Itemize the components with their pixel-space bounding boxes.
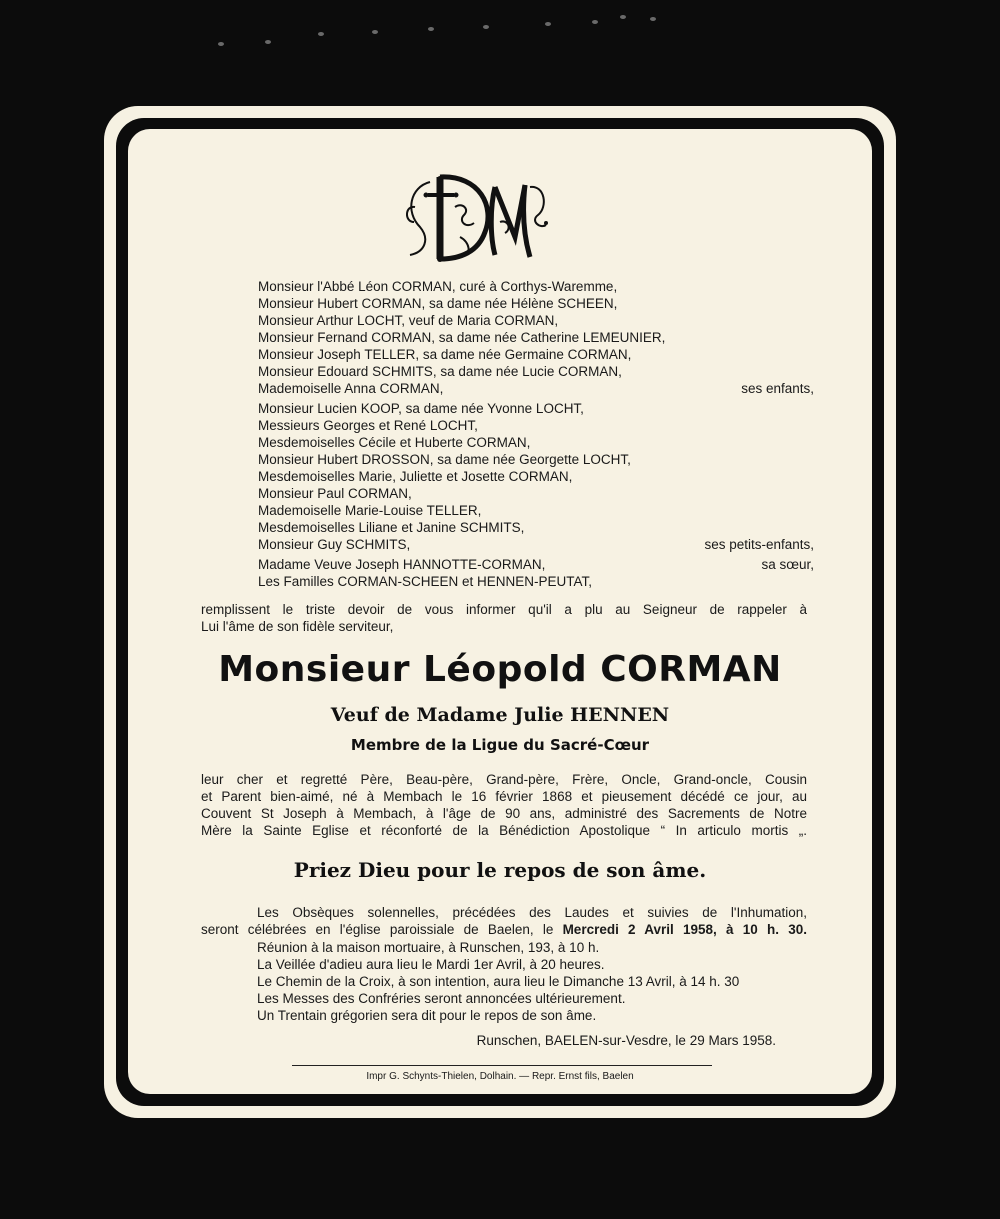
- funeral-date-text: Mercredi 2 Avril 1958, à 10 h. 30.: [562, 922, 807, 937]
- family-member-row: [258, 364, 814, 379]
- family-member-name: Madame Veuve Joseph HANNOTTE-CORMAN,: [258, 557, 546, 572]
- family-member-row: [258, 330, 814, 345]
- widower-line: Veuf de Madame Julie HENNEN: [330, 704, 670, 726]
- family-member-name: Monsieur Hubert CORMAN, sa dame née Hélène SCHEEN,: [258, 296, 618, 311]
- footer-divider: [292, 1065, 712, 1066]
- family-member-row: [258, 557, 814, 572]
- relationship-label: sa sœur,: [761, 557, 814, 572]
- family-member-name: Monsieur Joseph TELLER, sa dame née Germaine CORMAN,: [258, 347, 632, 362]
- funeral-line: Le Chemin de la Croix, à son intention, aura lieu le Dimanche 13 Avril, à 14 h. 30: [257, 974, 740, 989]
- place-and-date: Runschen, BAELEN-sur-Vesdre, le 29 Mars 1958.: [476, 1033, 776, 1048]
- announcement-intro: [201, 601, 807, 635]
- binding-hole: [483, 25, 489, 29]
- family-member-name: Mesdemoiselles Cécile et Huberte CORMAN,: [258, 435, 531, 450]
- bio-line: Mère la Sainte Eglise et réconforté de la Bénédiction Apostolique “ In articulo mortis „.: [201, 823, 807, 838]
- family-member-row: [258, 313, 814, 328]
- printer-credit: Impr G. Schynts-Thielen, Dolhain. — Repr. Ernst fils, Baelen: [366, 1071, 634, 1082]
- binding-hole: [650, 17, 656, 21]
- bio-line: Couvent St Joseph à Membach, à l'âge de 90 ans, administré des Sacrements de Notre: [201, 806, 807, 821]
- deceased-name: Monsieur Léopold CORMAN: [218, 649, 782, 690]
- family-member-name: Monsieur Paul CORMAN,: [258, 486, 412, 501]
- biography-paragraph: [201, 771, 807, 839]
- family-member-row: [258, 435, 814, 450]
- family-member-row: [258, 418, 814, 433]
- prayer-line: Priez Dieu pour le repos de son âme.: [293, 858, 707, 882]
- funeral-line: Les Messes des Confréries seront annoncées ultérieurement.: [257, 991, 626, 1006]
- bio-line: leur cher et regretté Père, Beau-père, Grand-père, Frère, Oncle, Grand-oncle, Cousin: [201, 772, 807, 787]
- family-member-name: Monsieur Arthur LOCHT, veuf de Maria CORMAN,: [258, 313, 559, 328]
- funeral-line: Un Trentain grégorien sera dit pour le repos de son âme.: [257, 1008, 597, 1023]
- family-member-name: Monsieur Lucien KOOP, sa dame née Yvonne LOCHT,: [258, 401, 584, 416]
- family-member-row: [258, 503, 814, 518]
- intro-line: Lui l'âme de son fidèle serviteur,: [201, 619, 394, 634]
- family-member-row: [258, 347, 814, 362]
- bio-line: et Parent bien-aimé, né à Membach le 16 février 1868 et pieusement décédé ce jour, au: [201, 789, 807, 804]
- family-member-row: [258, 486, 814, 501]
- family-member-row: [258, 381, 814, 396]
- binding-hole: [318, 32, 324, 36]
- family-member-name: Monsieur Edouard SCHMITS, sa dame née Lucie CORMAN,: [258, 364, 622, 379]
- family-member-row: [258, 279, 814, 294]
- family-member-row: [258, 452, 814, 467]
- relationship-label: ses enfants,: [741, 381, 814, 396]
- family-member-name: Messieurs Georges et René LOCHT,: [258, 418, 478, 433]
- family-member-name: Mesdemoiselles Marie, Juliette et Josette CORMAN,: [258, 469, 573, 484]
- family-member-name: Mesdemoiselles Liliane et Janine SCHMITS,: [258, 520, 525, 535]
- relationship-label: ses petits-enfants,: [704, 537, 814, 552]
- binding-hole: [218, 42, 224, 46]
- binding-hole: [265, 40, 271, 44]
- membership-line: Membre de la Ligue du Sacré-Cœur: [350, 736, 650, 754]
- family-member-row: [258, 574, 814, 589]
- family-member-row: [258, 469, 814, 484]
- family-member-row: [258, 537, 814, 552]
- mourning-card: [128, 129, 872, 1094]
- funeral-line: La Veillée d'adieu aura lieu le Mardi 1er Avril, à 20 heures.: [257, 957, 605, 972]
- family-member-name: Monsieur Hubert DROSSON, sa dame née Georgette LOCHT,: [258, 452, 631, 467]
- funeral-line: Les Obsèques solennelles, précédées des Laudes et suivies de l'Inhumation,: [257, 905, 807, 920]
- family-member-name: Monsieur l'Abbé Léon CORMAN, curé à Corthys-Waremme,: [258, 279, 618, 294]
- binding-hole: [372, 30, 378, 34]
- funeral-date-line: [201, 922, 807, 937]
- family-member-name: Mademoiselle Anna CORMAN,: [258, 381, 444, 396]
- family-member-name: Monsieur Fernand CORMAN, sa dame née Catherine LEMEUNIER,: [258, 330, 666, 345]
- funeral-church-text: seront célébrées en l'église paroissiale de Baelen, le: [201, 922, 563, 937]
- funeral-line: Réunion à la maison mortuaire, à Runschen, 193, à 10 h.: [257, 940, 600, 955]
- binding-hole: [428, 27, 434, 31]
- intro-line: remplissent le triste devoir de vous informer qu'il a plu au Seigneur de rappeler à: [201, 602, 807, 617]
- family-member-name: Les Familles CORMAN-SCHEEN et HENNEN-PEUTAT,: [258, 574, 593, 589]
- family-member-name: Mademoiselle Marie-Louise TELLER,: [258, 503, 482, 518]
- family-member-row: [258, 520, 814, 535]
- binding-hole: [545, 22, 551, 26]
- dm-monogram-logo: [400, 167, 550, 267]
- binding-hole: [620, 15, 626, 19]
- binding-hole: [592, 20, 598, 24]
- family-member-name: Monsieur Guy SCHMITS,: [258, 537, 411, 552]
- family-member-row: [258, 401, 814, 416]
- family-member-row: [258, 296, 814, 311]
